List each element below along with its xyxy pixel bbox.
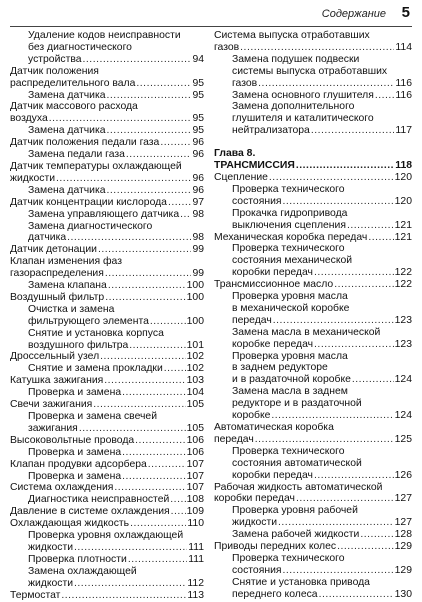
- dot-leader: [314, 470, 394, 482]
- toc-page-number: 125: [394, 433, 412, 445]
- toc-subentry: [214, 446, 412, 482]
- toc-subentry: [10, 30, 204, 66]
- page-header: [0, 0, 422, 28]
- toc-left-column: [10, 30, 204, 602]
- toc-page-number: 100: [186, 280, 204, 292]
- dot-leader: [49, 113, 192, 125]
- dot-leader: [314, 267, 394, 279]
- toc-page-number: 130: [394, 588, 412, 600]
- toc-page-number: 118: [395, 160, 412, 172]
- toc-entry-text: коробке: [232, 410, 271, 422]
- toc-entry-text: датчика: [28, 232, 67, 244]
- toc-subentry: [10, 554, 204, 566]
- toc-subentry: [214, 386, 412, 422]
- toc-subentry: [10, 209, 204, 221]
- dot-leader: [122, 471, 186, 483]
- toc-subentry: [10, 447, 204, 459]
- toc-entry-text: Проверка плотности: [28, 553, 127, 565]
- toc-page-number: 102: [186, 363, 204, 375]
- toc-entry-text: Термостат: [10, 589, 61, 601]
- toc-entry-text: Замена подушек подвески: [232, 53, 360, 65]
- toc-page-number: 97: [192, 196, 204, 208]
- toc-subentry: [214, 184, 412, 208]
- toc-entry-text: Замена дополнительного: [232, 101, 355, 113]
- toc-entry: [214, 172, 412, 184]
- toc-entry-text: редукторе и в раздаточной: [232, 398, 362, 410]
- toc-entry: [214, 30, 412, 54]
- dot-leader: [56, 173, 191, 185]
- toc-subentry: [10, 90, 204, 102]
- toc-page-number: 98: [192, 208, 204, 220]
- dot-leader: [283, 565, 394, 577]
- toc-entry-text: системы выпуска отработавших: [232, 65, 388, 77]
- toc-entry-text: Система выпуска отработавших: [214, 30, 370, 41]
- toc-entry: [214, 279, 412, 291]
- dot-leader: [271, 410, 393, 422]
- toc-page-number: 103: [186, 375, 204, 387]
- running-head-title: Содержание: [321, 8, 386, 20]
- toc-page-number: 95: [192, 77, 204, 89]
- toc-entry: [10, 375, 204, 387]
- dot-leader: [269, 172, 394, 184]
- toc-entry-text: газораспределения: [10, 268, 104, 280]
- toc-page-number: 101: [186, 339, 204, 351]
- toc-entry-text: Приводы передних колес: [214, 541, 337, 553]
- toc-entry-text: Проверка уровня масла: [232, 350, 348, 362]
- toc-entry-text: Замена датчика: [28, 125, 106, 137]
- toc-entry-text: Датчик детонации: [10, 244, 97, 256]
- toc-entry-text: Автоматическая коробка: [214, 422, 334, 433]
- toc-entry-text: газов: [232, 77, 258, 89]
- toc-page-number: 95: [192, 89, 204, 101]
- toc-page-number: 121: [394, 231, 412, 243]
- dot-leader: [283, 196, 394, 208]
- dot-leader: [105, 268, 192, 280]
- toc-entry: [10, 137, 204, 149]
- toc-page-number: 122: [394, 267, 412, 279]
- toc-entry-text: Дроссельный узел: [10, 351, 100, 363]
- dot-leader: [74, 542, 187, 554]
- toc-entry-text: коробки передач: [232, 267, 313, 279]
- dot-leader: [170, 494, 185, 506]
- toc-entry-text: распределительного вала: [10, 77, 136, 89]
- toc-page-number: 107: [186, 482, 204, 494]
- dot-leader: [148, 459, 186, 471]
- toc-page-number: 127: [394, 493, 412, 505]
- toc-entry-text: зажигания: [28, 422, 78, 434]
- toc-page-number: 120: [394, 171, 412, 183]
- toc-page-number: 116: [395, 77, 412, 89]
- dot-leader: [347, 220, 394, 232]
- toc-page-number: 126: [394, 469, 412, 481]
- toc-entry-text: Датчик положения педали газа: [10, 137, 160, 149]
- toc-entry-text: переднего колеса: [232, 588, 318, 600]
- dot-leader: [136, 78, 191, 90]
- toc-entry-text: состояния автоматической: [232, 457, 362, 469]
- toc-page-number: 106: [186, 434, 204, 446]
- toc-entry-text: фильтрующего элемента: [28, 315, 149, 327]
- toc-page-number: 114: [395, 41, 412, 53]
- toc-entry-text: и в раздаточной коробке: [232, 374, 351, 386]
- toc-entry-text: Проверка и замена свечей: [28, 411, 158, 422]
- toc-subentry: [214, 351, 412, 387]
- toc-page-number: 123: [394, 338, 412, 350]
- toc-subentry: [10, 363, 204, 375]
- toc-entry-text: передач: [232, 314, 272, 326]
- toc-entry-text: нейтрализатора: [232, 125, 310, 137]
- toc-entry-text: глушителя и каталитического: [232, 113, 374, 125]
- toc-entry: [10, 482, 204, 494]
- dot-leader: [122, 387, 186, 399]
- toc-subentry: [10, 471, 204, 483]
- toc-page-number: 122: [394, 279, 412, 291]
- dot-leader: [93, 399, 185, 411]
- toc-entry-text: Проверка уровня рабочей: [232, 505, 358, 517]
- dot-leader: [352, 374, 394, 386]
- toc-subentry: [10, 494, 204, 506]
- toc-entry-text: Проверка технического: [232, 445, 345, 457]
- toc-entry-text: без диагностического: [28, 41, 132, 53]
- toc-page-number: 108: [186, 494, 204, 506]
- toc-entry: [10, 66, 204, 90]
- toc-subentry: [214, 553, 412, 577]
- toc-entry: [10, 161, 204, 185]
- toc-page-number: 94: [192, 53, 204, 65]
- toc-entry-text: ТРАНСМИССИЯ: [214, 160, 295, 172]
- toc-entry: [10, 256, 204, 280]
- toc-page-number: 111: [188, 541, 204, 553]
- toc-entry: [10, 351, 204, 363]
- toc-entry-text: Удаление кодов неисправности: [28, 30, 181, 41]
- dot-leader: [375, 90, 395, 102]
- toc-page-number: 104: [186, 387, 204, 399]
- dot-leader: [180, 209, 191, 221]
- toc-page-number: 96: [192, 184, 204, 196]
- toc-page-number: 111: [188, 553, 204, 565]
- toc-entry-text: Датчик массового расхода: [10, 101, 138, 113]
- toc-entry: [214, 232, 412, 244]
- dot-leader: [67, 232, 191, 244]
- toc-entry-text: Сцепление: [214, 171, 268, 183]
- toc-subentry: [214, 529, 412, 541]
- toc-entry-text: газов: [214, 41, 240, 53]
- toc-entry-text: Снятие и замена прокладки: [28, 363, 163, 375]
- toc-entry: [10, 292, 204, 304]
- toc-subentry: [10, 387, 204, 399]
- dot-leader: [314, 339, 394, 351]
- dot-leader: [164, 363, 186, 375]
- dot-leader: [98, 244, 191, 256]
- toc-entry-text: состояния механической: [232, 255, 353, 267]
- dot-leader: [107, 185, 192, 197]
- toc-entry-text: Рабочая жидкость автоматической: [214, 481, 383, 493]
- toc-entry-text: Снятие и установка корпуса: [28, 327, 164, 339]
- toc-page-number: 127: [394, 517, 412, 529]
- dot-leader: [150, 316, 186, 328]
- toc-entry: [10, 435, 204, 447]
- toc-page-number: 116: [395, 89, 412, 101]
- dot-leader: [114, 482, 185, 494]
- dot-leader: [319, 589, 394, 601]
- dot-leader: [105, 292, 185, 304]
- toc-subentry: [10, 530, 204, 554]
- dot-leader: [278, 517, 394, 529]
- toc-page-number: 105: [186, 422, 204, 434]
- dot-leader: [129, 340, 185, 352]
- toc-entry-text: устройства: [28, 53, 82, 65]
- toc-page-number: 109: [186, 506, 204, 518]
- toc-page-number: 110: [187, 518, 204, 530]
- toc-entry-text: жидкости: [10, 172, 56, 184]
- dot-leader: [160, 137, 191, 149]
- toc-entry-text: Проверка и замена: [28, 470, 122, 482]
- toc-entry: [10, 399, 204, 411]
- toc-entry-text: Замена датчика: [28, 184, 106, 196]
- toc-entry-text: Воздушный фильтр: [10, 291, 105, 303]
- toc-entry-text: Замена датчика: [28, 89, 106, 101]
- toc-entry-text: Свечи зажигания: [10, 399, 93, 411]
- toc-entry-text: Проверка и замена: [28, 446, 122, 458]
- dot-leader: [360, 529, 393, 541]
- toc-entry-text: Очистка и замена: [28, 303, 115, 315]
- dot-leader: [255, 434, 394, 446]
- toc-page-number: 107: [186, 458, 204, 470]
- dot-leader: [168, 197, 191, 209]
- dot-leader: [108, 280, 186, 292]
- toc-entry: [10, 506, 204, 518]
- toc-subentry: [214, 505, 412, 529]
- dot-leader: [107, 125, 192, 137]
- toc-page-number: 129: [394, 541, 412, 553]
- toc-page-number: 117: [395, 125, 412, 137]
- dot-leader: [74, 578, 186, 590]
- toc-page-number: 107: [186, 470, 204, 482]
- toc-entry: [10, 197, 204, 209]
- toc-entry-text: состояния: [232, 195, 282, 207]
- toc-subentry: [214, 101, 412, 137]
- toc-page-number: 128: [394, 529, 412, 541]
- toc-entry-text: Клапан изменения фаз: [10, 256, 122, 268]
- dot-leader: [79, 423, 186, 435]
- dot-leader: [107, 90, 192, 102]
- toc-entry-text: коробке передач: [232, 338, 314, 350]
- toc-subentry: [10, 328, 204, 352]
- toc-page-number: 100: [186, 291, 204, 303]
- toc-entry: [214, 422, 412, 446]
- toc-entry-text: Проверка уровня масла: [232, 291, 348, 303]
- dot-leader: [135, 435, 185, 447]
- toc-entry: [10, 518, 204, 530]
- toc-page-number: 123: [394, 314, 412, 326]
- toc-entry-text: Высоковольтные провода: [10, 434, 135, 446]
- toc-entry-text: Давление в системе охлаждения: [10, 506, 170, 518]
- toc-entry-text: жидкости: [28, 577, 74, 589]
- toc-entry-text: Диагностика неисправностей: [28, 494, 170, 506]
- toc-page-number: 102: [186, 351, 204, 363]
- dot-leader: [128, 554, 187, 566]
- dot-leader: [100, 351, 186, 363]
- toc-entry-text: в заднем редукторе: [232, 362, 328, 374]
- dot-leader: [122, 447, 186, 459]
- toc-subentry: [214, 577, 412, 601]
- toc-entry-text: Снятие и установка привода: [232, 576, 370, 588]
- toc-entry-text: в механической коробке: [232, 302, 350, 314]
- toc-subentry: [10, 304, 204, 328]
- toc-entry-text: Механическая коробка передач: [214, 231, 368, 243]
- toc-entry-text: Проверка технического: [232, 243, 345, 255]
- header-rule: [10, 26, 412, 27]
- toc-page-number: 124: [394, 410, 412, 422]
- toc-entry-text: Замена основного глушителя: [232, 89, 374, 101]
- toc-subentry: [10, 185, 204, 197]
- toc-page-number: 105: [186, 399, 204, 411]
- toc-entry-text: Замена масла в заднем: [232, 386, 348, 398]
- toc-subentry: [10, 221, 204, 245]
- toc-entry-text: Датчик положения: [10, 65, 99, 77]
- toc-subentry: [10, 411, 204, 435]
- dot-leader: [126, 149, 192, 161]
- toc-right-column: [214, 30, 412, 601]
- toc-entry-text: Система охлаждения: [10, 482, 114, 494]
- toc-entry: [10, 101, 204, 125]
- toc-page-number: 124: [394, 374, 412, 386]
- toc-subentry: [10, 125, 204, 137]
- toc-chapter-entry: [214, 148, 412, 172]
- toc-entry-text: Датчик концентрации кислорода: [10, 196, 167, 208]
- toc-entry-text: коробки передач: [232, 469, 313, 481]
- page-number: 5: [401, 4, 410, 21]
- toc-page-number: 96: [192, 149, 204, 161]
- toc-entry: [10, 244, 204, 256]
- toc-entry-text: коробки передач: [214, 493, 295, 505]
- toc-entry-text: Замена клапана: [28, 280, 107, 292]
- toc-page-number: 96: [192, 137, 204, 149]
- toc-subentry: [10, 280, 204, 292]
- dot-leader: [296, 493, 394, 505]
- dot-leader: [337, 541, 394, 553]
- toc-entry-text: Прокачка гидропривода: [232, 207, 348, 219]
- toc-entry-text: Катушка зажигания: [10, 375, 104, 387]
- toc-page-number: 99: [192, 244, 204, 256]
- dot-leader: [61, 590, 186, 602]
- toc-subentry: [214, 90, 412, 102]
- toc-entry-text: воздуха: [10, 113, 48, 125]
- toc-entry-text: Замена охлаждающей: [28, 565, 137, 577]
- toc-subentry: [214, 291, 412, 327]
- toc-page-number: 121: [394, 219, 412, 231]
- dot-leader: [258, 78, 394, 90]
- dot-leader: [334, 279, 393, 291]
- toc-page-number: 129: [394, 564, 412, 576]
- dot-leader: [130, 518, 186, 530]
- toc-entry-text: воздушного фильтра: [28, 339, 129, 351]
- toc-entry-text: Охлаждающая жидкость: [10, 518, 130, 530]
- toc-entry: [214, 482, 412, 506]
- toc-entry-text: Замена управляющего датчика: [28, 208, 180, 220]
- toc-page-number: 95: [192, 125, 204, 137]
- toc-entry-text: Замена масла в механической: [232, 326, 381, 338]
- dot-leader: [104, 375, 185, 387]
- toc-entry-text: Замена диагностического: [28, 220, 153, 232]
- toc-entry-text: Проверка уровня охлаждающей: [28, 530, 184, 542]
- toc-entry-text: Замена педали газа: [28, 149, 125, 161]
- toc-page-number: 99: [192, 268, 204, 280]
- toc-entry-text: Клапан продувки адсорбера: [10, 458, 147, 470]
- toc-entry-text: Проверка технического: [232, 183, 345, 195]
- toc-entry-text: Глава 8.: [214, 148, 256, 160]
- toc-page-number: 100: [186, 315, 204, 327]
- toc-entry: [10, 459, 204, 471]
- toc-entry-text: жидкости: [28, 541, 74, 553]
- dot-leader: [368, 232, 393, 244]
- toc-subentry: [214, 54, 412, 90]
- toc-entry-text: состояния: [232, 564, 282, 576]
- toc-entry-text: Датчик температуры охлаждающей: [10, 160, 182, 172]
- dot-leader: [240, 42, 394, 54]
- toc-subentry: [10, 149, 204, 161]
- toc-page-number: 120: [394, 195, 412, 207]
- toc-entry-text: Проверка и замена: [28, 387, 122, 399]
- dot-leader: [83, 54, 192, 66]
- toc-entry-text: передач: [214, 433, 254, 445]
- toc-entry-text: Замена рабочей жидкости: [232, 529, 360, 541]
- toc-subentry: [10, 566, 204, 590]
- toc-page-number: 106: [186, 446, 204, 458]
- dot-leader: [296, 160, 394, 172]
- toc-subentry: [214, 243, 412, 279]
- toc-page-number: 96: [192, 172, 204, 184]
- dot-leader: [273, 315, 394, 327]
- dot-leader: [311, 125, 395, 137]
- toc-entry-text: Трансмиссионное масло: [214, 279, 334, 291]
- toc-subentry: [214, 327, 412, 351]
- toc-entry: [214, 541, 412, 553]
- toc-entry-text: жидкости: [232, 517, 278, 529]
- toc-subentry: [214, 208, 412, 232]
- toc-entry-text: Проверка технического: [232, 552, 345, 564]
- toc-entry-text: выключения сцепления: [232, 219, 346, 231]
- toc-page-number: 95: [192, 113, 204, 125]
- toc-page-number: 113: [187, 589, 204, 601]
- toc-page-number: 112: [187, 577, 204, 589]
- dot-leader: [171, 506, 186, 518]
- toc-entry: [10, 590, 204, 602]
- toc-page-number: 98: [192, 232, 204, 244]
